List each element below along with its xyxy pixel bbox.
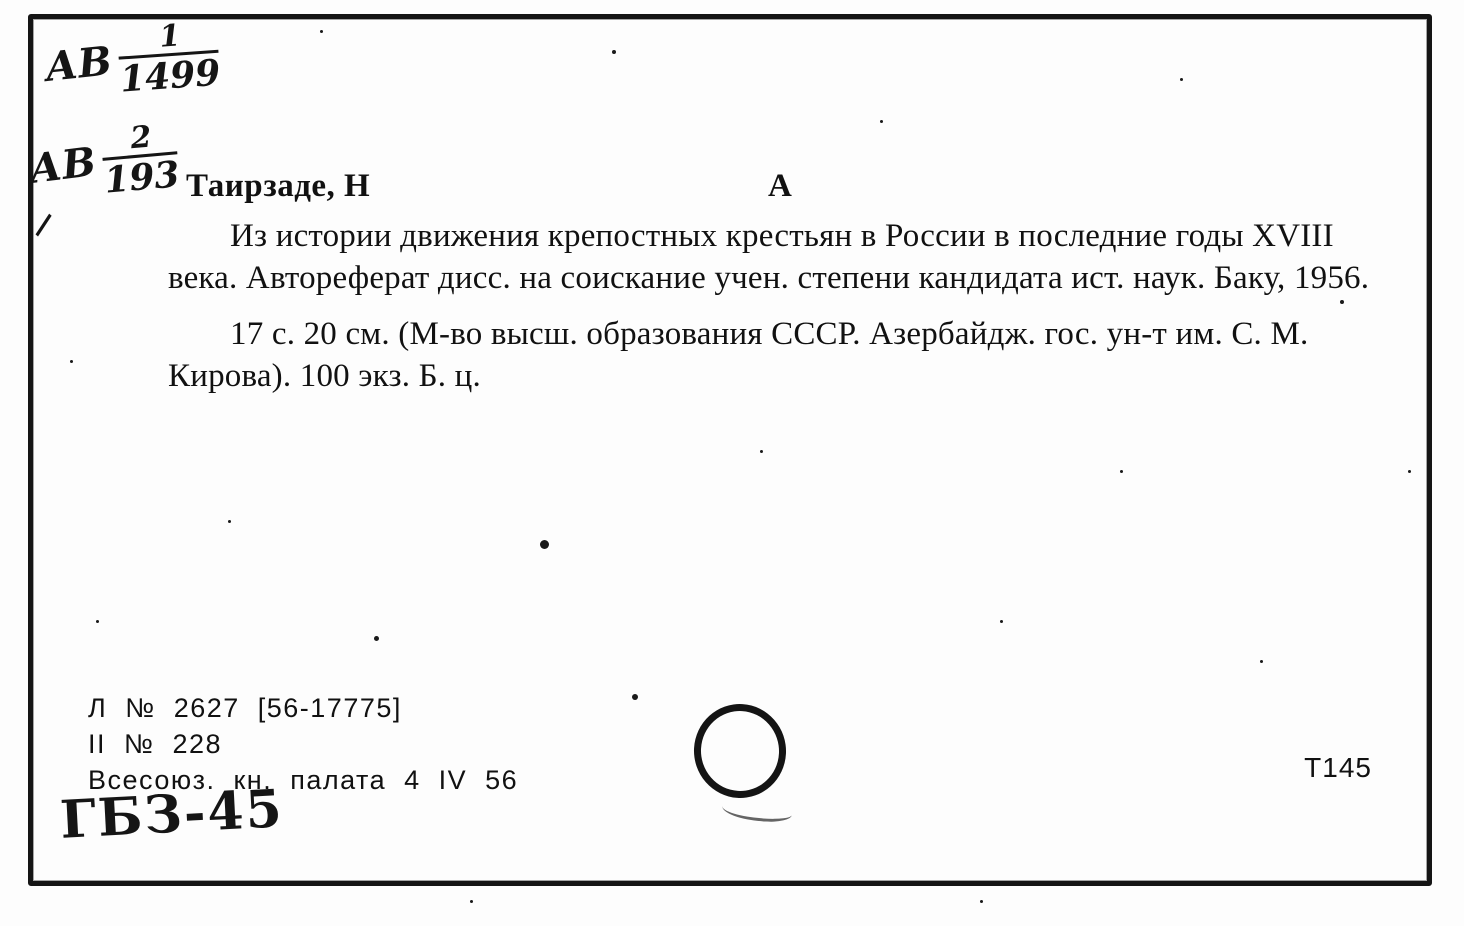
speckle <box>760 450 763 453</box>
shelfmark-2-fraction <box>100 119 181 202</box>
speckle <box>228 520 231 523</box>
classification-letter: A <box>768 168 792 204</box>
card-code: Т145 <box>1304 752 1372 783</box>
speckle <box>1000 620 1003 623</box>
pen-stroke-mark: \ <box>28 208 60 243</box>
speckle <box>470 900 473 903</box>
shelfmark-2-numerator: 2 <box>100 120 178 160</box>
shelfmark-2-prefix: AB <box>27 138 100 193</box>
speckle <box>1120 470 1123 473</box>
shelfmark-1-fraction <box>116 18 222 101</box>
speckle <box>540 540 549 549</box>
shelfmark-1-prefix: AB <box>43 37 116 91</box>
speckle <box>374 636 379 641</box>
register-line-1: Л № 2627 [56-17775] <box>88 693 402 723</box>
speckle <box>632 694 638 700</box>
shelfmark-1-numerator: 1 <box>116 19 218 60</box>
description-paragraph-1: Из истории движения крепостных крестьян в России в последние годы XVIII века. Автореферат дисс. на соискание учен. степени кандидата ист. наук. Баку, 1956. <box>168 218 1370 296</box>
speckle <box>980 900 983 903</box>
shelfmark-1-denominator: 1499 <box>118 51 222 101</box>
speckle <box>70 360 73 363</box>
speckle <box>1180 78 1183 81</box>
bibliographic-description <box>168 215 1378 397</box>
register-block <box>88 690 518 798</box>
speckle <box>1408 470 1411 473</box>
speckle <box>1260 660 1263 663</box>
handwritten-bottom-mark: ГБЗ-45 <box>58 778 286 851</box>
register-line-3: Всесоюз. кн. палата 4 IV 56 <box>88 765 519 795</box>
speckle <box>320 30 323 33</box>
author-heading: Таирзаде, Н <box>186 168 371 204</box>
shelfmark-2-denominator: 193 <box>102 153 181 202</box>
speckle <box>96 620 99 623</box>
speckle <box>880 120 883 123</box>
register-line-2: II № 228 <box>88 729 223 759</box>
description-paragraph-2: 17 с. 20 см. (М-во высш. образования СССР. Азербайдж. гос. ун-т им. С. М. Кирова). 100 экз. Б. ц. <box>168 316 1309 394</box>
speckle <box>612 50 616 54</box>
speckle <box>1340 300 1344 304</box>
